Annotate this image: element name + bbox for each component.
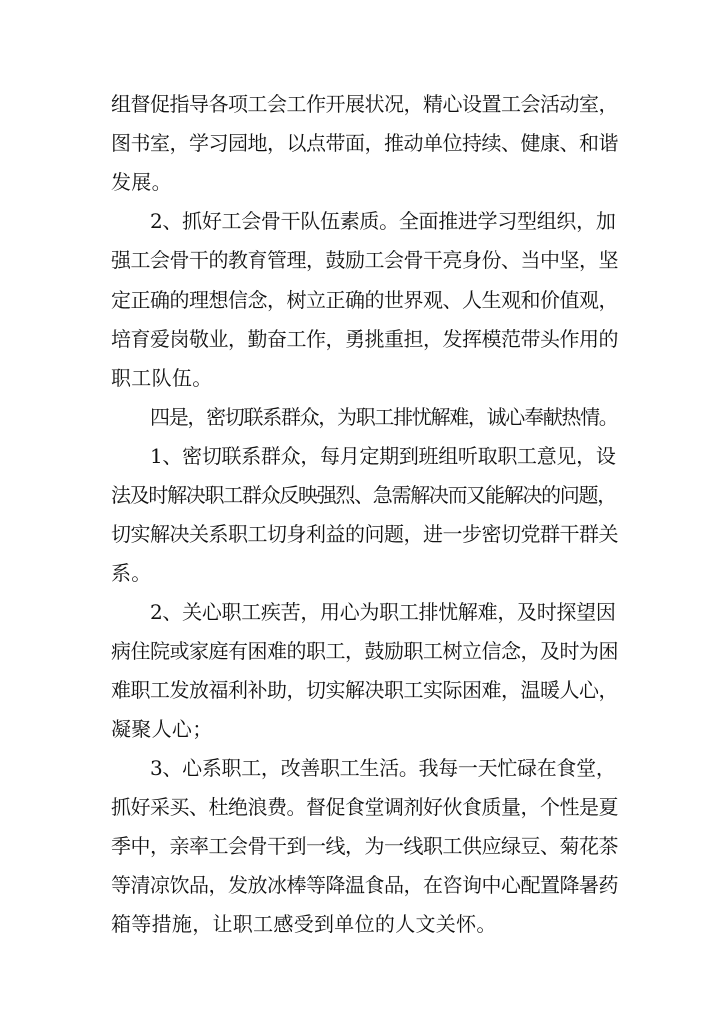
text-line: 1、密切联系群众，每月定期到班组听取职工意见，设 (150, 444, 616, 468)
text-line: 切实解决关系职工切身利益的问题，进一步密切党群干群关 (111, 522, 618, 546)
text-line: 难职工发放福利补助，切实解决职工实际困难，温暖人心， (111, 678, 618, 702)
text-line: 培育爱岗敬业，勤奋工作，勇挑重担，发挥模范带头作用的 (111, 327, 618, 351)
text-line: 四是，密切联系群众，为职工排忧解难，诚心奉献热情。 (150, 405, 618, 429)
text-line: 凝聚人心； (111, 717, 213, 741)
text-line: 法及时解决职工群众反映强烈、急需解决而又能解决的问题， (111, 483, 616, 507)
text-line: 定正确的理想信念，树立正确的世界观、人生观和价值观， (111, 288, 618, 312)
text-line: 抓好采买、杜绝浪费。督促食堂调剂好伙食质量，个性是夏 (111, 795, 618, 819)
text-line: 2、关心职工疾苦，用心为职工排忧解难，及时探望因 (150, 600, 616, 624)
text-line: 2、抓好工会骨干队伍素质。全面推进学习型组织，加 (150, 209, 616, 233)
text-line: 箱等措施，让职工感受到单位的人文关怀。 (111, 912, 497, 936)
text-line: 系。 (111, 561, 152, 585)
text-line: 病住院或家庭有困难的职工，鼓励职工树立信念，及时为困 (111, 639, 618, 663)
text-line: 季中，亲率工会骨干到一线，为一线职工供应绿豆、菊花茶 (111, 834, 618, 858)
text-line: 职工队伍。 (111, 366, 213, 390)
text-line: 等清凉饮品，发放冰棒等降温食品，在咨询中心配置降暑药 (111, 873, 618, 897)
text-line: 3、心系职工，改善职工生活。我每一天忙碌在食堂， (150, 756, 616, 780)
text-line: 强工会骨干的教育管理，鼓励工会骨干亮身份、当中坚，坚 (111, 248, 618, 272)
text-line: 图书室，学习园地，以点带面，推动单位持续、健康、和谐 (111, 131, 618, 155)
text-line: 发展。 (111, 170, 172, 194)
text-line: 组督促指导各项工会工作开展状况，精心设置工会活动室， (111, 92, 618, 116)
